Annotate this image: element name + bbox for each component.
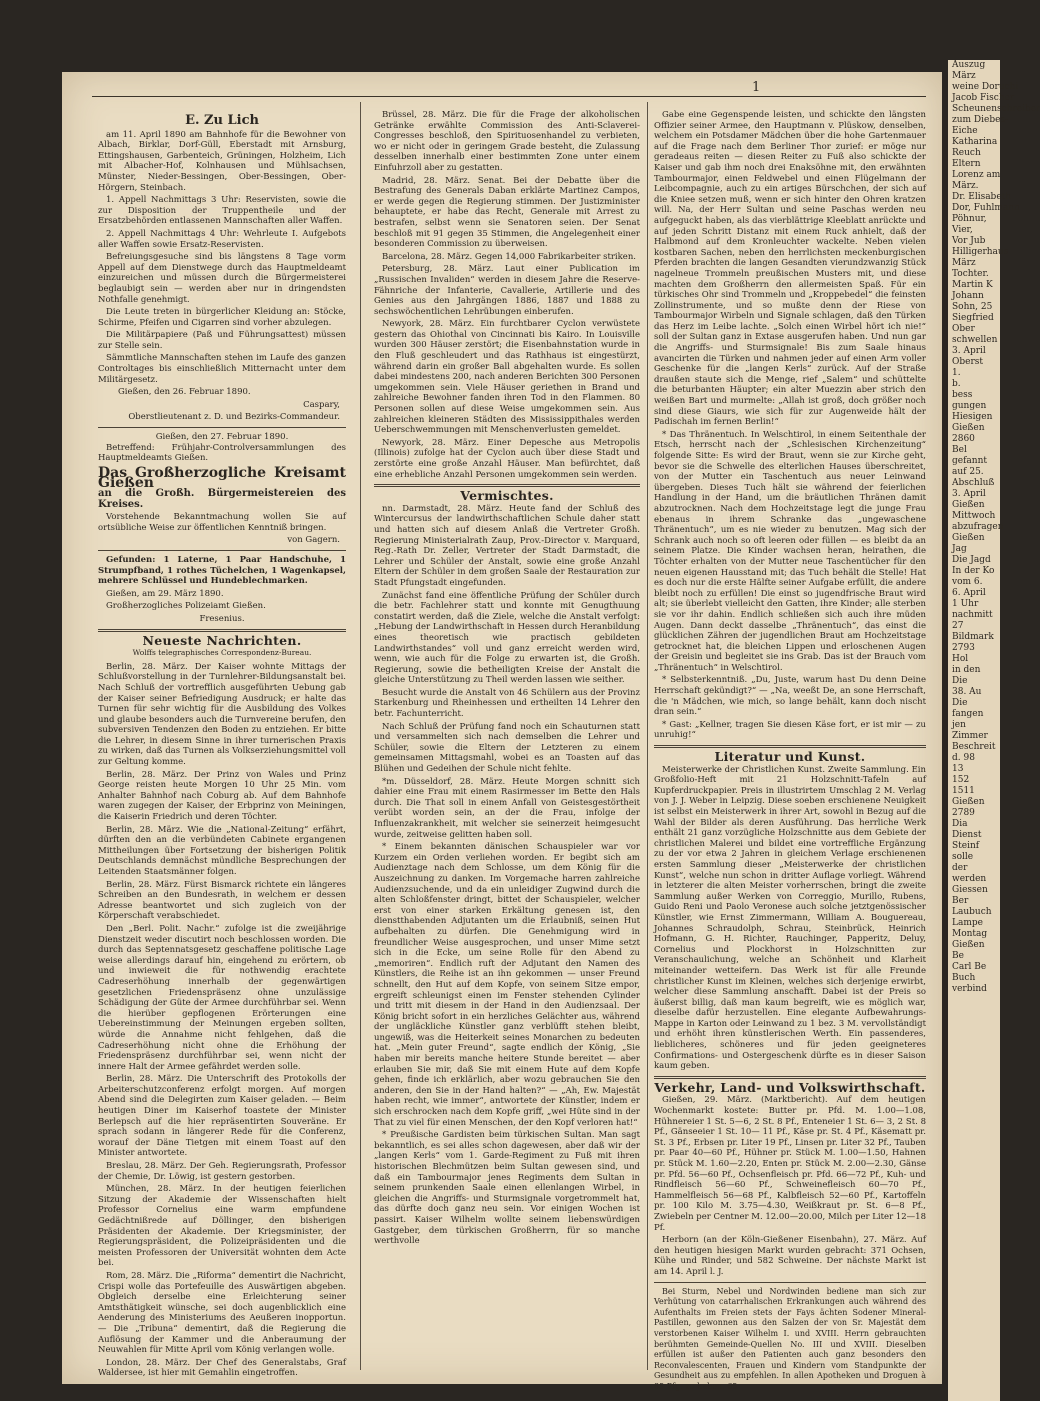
kreisamt-signature: von Gagern. (287, 535, 340, 546)
adjacent-page-fragment: gefannt (952, 456, 987, 466)
adjacent-page-fragment: Gießen (952, 940, 985, 950)
notice-paragraph: 2. Appell Nachmittags 4 Uhr: Wehrleute I. Aufgebots aller Waffen sowie Ersatz-Reservisten. (98, 228, 346, 250)
news-item: Den „Berl. Polit. Nachr.“ zufolge ist die zweijährige Dienstzeit weder discutirt noch beschlossen worden. Die durch das Septennatsgesetz geschaffene politische Lage weise allerdings darauf hin, eingehend zu erörtern, ob und inwieweit die für nothwendig erachtete Cadreserhöhung innerhalb der gegenwärtigen gesetzlichen Friedenspräsenz ohne unzulässige Schädigung der Güte der Armee durchführbar sei. Wenn die hierüber gepflogenen Erörterungen eine Uebereinstimmung der Meinungen ergeben sollten, würde die Annahme nicht fehlgehen, daß die Cadreserhöhung nicht ohne die Erhöhung der Friedenspräsenz durchführbar sei, wenn nicht der innere Halt der Armee gefährdet werden solle. (98, 923, 346, 1072)
notice-signature-title: Oberstlieutenant z. D. und Bezirks-Commandeur. (128, 412, 340, 423)
adjacent-page-fragment: Sohn, 25 (952, 302, 993, 312)
adjacent-page-fragment: 6. April (952, 588, 986, 598)
adjacent-page-fragment: Oberst (952, 357, 984, 367)
adjacent-page-fragment: nachmitt (952, 610, 993, 620)
adjacent-page-fragment: gungen (952, 401, 987, 411)
adjacent-page-fragment: Beschreit (952, 742, 996, 752)
adjacent-page-fragment: 1 Uhr (952, 599, 979, 609)
adjacent-page-fragment: Steinf (952, 841, 980, 851)
news-item: Berlin, 28. März. Der Prinz von Wales und Prinz George reisten heute Morgen 10 Uhr 25 Min. vom Anhalter Bahnhof nach Coburg ab. Auf dem Bahnhofe waren zugegen der Kaiser, der Erbprinz von Meiningen, die Kaiserin Friedrich und deren Töchter. (98, 769, 346, 823)
market-report: Herborn (an der Köln-Gießener Eisenbahn), 27. März. Auf den heutigen hiesigen Markt wurden gebracht: 371 Ochsen, Kühe und Rinder, und 582 Schweine. Der nächste Markt ist am 14. April l. J. (654, 1235, 926, 1277)
adjacent-page-fragment: 27 (952, 621, 964, 631)
market-report: Gießen, 29. März. (Marktbericht). Auf dem heutigen Wochenmarkt kostete: Butter pr. Pfd. M. 1.00—1.08, Hühnereier 1 St. 5—6, 2 St. 8 Pf., Enteneier 1 St. 6— 3, 2 St. 8 Pf., Gänseeier 1 St. 10— 11 Pf., Käse pr. St. 4 Pf., Käsematt pr. St. 3 Pf., Erbsen pr. Liter 19 Pf., Linsen pr. Liter 32 Pf., Tauben pr. Paar 40—60 Pf., Hühner pr. Stück M. 1.00—1.50, Hahnen pr. Stück M. 1.60—2.20, Enten pr. Stück M. 2.00—2.30, Gänse pr. Pfd. 56—60 Pf., Ochsenfleisch pr. Pfd. 66—72 Pf., Kuh- und Rindfleisch 56—60 Pf., Schweinefleisch 60—70 Pf., Hammelfleisch 56—68 Pf., Kalbfleisch 52—60 Pf., Kartoffeln pr. 100 Kilo M. 3.75—4.30, Weißkraut pr. St. 6—8 Pf., Zwiebeln per Centner M. 12.00—20.00, Milch per Liter 12—18 Pf. (654, 1095, 926, 1233)
divider (98, 427, 346, 428)
adjacent-page-fragment: schwellen (952, 335, 998, 345)
adjacent-page-fragment: 1511 (952, 786, 975, 796)
adjacent-page-fragment: Hilligerhaus (952, 247, 1009, 257)
adjacent-page-fragment: März (952, 258, 976, 268)
adjacent-page-fragment: zum Diebes- (952, 115, 1009, 125)
news-item: Newyork, 28. März. Einer Depesche aus Metropolis (Illinois) zufolge hat der Cyclon auch über diese Stadt und zerstörte eine große Anzahl Häuser. Man befürchtet, daß eine erhebliche Anzahl Personen umgekommen sein werden. (374, 437, 640, 480)
adjacent-page-fragment: Zimmer (952, 731, 988, 741)
adjacent-page-fragment: in den (952, 665, 981, 675)
adjacent-page-fragment: Jacob Fischer (952, 93, 1015, 103)
adjacent-page-fragment: Dr. Elisabeth (952, 192, 1012, 202)
adjacent-page-fragment: 2789 (952, 808, 975, 818)
adjacent-page-fragment: Johann (952, 291, 984, 301)
misc-item: nn. Darmstadt, 28. März. Heute fand der Schluß des Wintercursus der landwirthschaftlichen Schule daher statt und hatten sich auf diesem Anlaß die Vertreter Großh. Regierung Ministerialrath Zaup, Prov.-Director v. Marquard, Reg.-Rath Dr. Zeller, Vertreter der Stadt Darmstadt, die Lehrer und Schüler der Anstalt, sowie eine große Anzahl Eltern der Schüler in dem großen Saale der Restauration zur Stadt Pfungstadt eingefunden. (374, 503, 640, 588)
notice-paragraph: 1. Appell Nachmittags 3 Uhr: Reservisten, sowie die zur Disposition der Truppentheile und der Ersatzbehörden entlassenen Mannschaften aller Waffen. (98, 195, 346, 227)
header-rule (92, 96, 926, 97)
notice-date: Gießen, den 26. Februar 1890. (118, 387, 251, 398)
adjacent-page-fragment: d. 98 (952, 753, 975, 763)
divider (654, 1076, 926, 1079)
adjacent-page-fragment: 13 (952, 764, 964, 774)
news-item: Brüssel, 28. März. Die für die Frage der alkoholischen Getränke erwählte Commission des Anti-Sclaverei-Congresses beschloß, den Spirituosenhandel zu verbieten, wo er nicht oder in geringem Grade besteht, die Zulassung desselben innerhalb einer bestimmten Zone unter einem Einfuhrzoll aber zu gestatten. (374, 110, 640, 173)
kreisamt-title: Das Großherzogliche Kreisamt Gießen (98, 464, 346, 492)
adjacent-page-fragment: Gießen (952, 533, 985, 543)
adjacent-page-fragment: verbind (952, 984, 987, 994)
adjacent-page-fragment: Buch (952, 973, 976, 983)
news-item: Petersburg, 28. März. Laut einer Publication im „Russischen Invaliden“ werden in diesem Jahre die Reserve-Fähnriche der Infanterie, Cavallerie, Artillerie und des Genies aus den Jahrgängen 1886, 1887 und 1888 zu sechswöchentlichen Lehrübungen einberufen. (374, 264, 640, 317)
misc-item: *m. Düsseldorf, 28. März. Heute Morgen schnitt sich dahier eine Frau mit einem Rasirmesser im Bette den Hals durch. Die That soll in einem Anfall von Geistesgestörtheit verübt worden sein, an der die Frau, infolge der Influenzakrankheit, mit welcher sie seinerzeit heimgesucht wurde, zeitweise gelitten haben soll. (374, 776, 640, 840)
adjacent-page-fragment: der (952, 863, 968, 873)
news-section-title: Neueste Nachrichten. (142, 632, 302, 648)
news-item: London, 28. März. Der Chef des Generalstabs, Graf Waldersee, ist hier mit Gemahlin eingetroffen. (98, 1357, 346, 1379)
newspaper-page (62, 72, 942, 1391)
adjacent-page-fragment: Laubuch (952, 907, 992, 917)
adjacent-page-fragment: 3. April (952, 346, 986, 356)
notice-title: E. Zu Lich (185, 113, 259, 128)
adjacent-page-fragment: Ober (952, 324, 975, 334)
news-section-subtitle: Wolffs telegraphisches Correspondenz-Bureau. (132, 648, 312, 658)
adjacent-page-fragment: Die (952, 676, 968, 686)
adjacent-page-fragment: abzufragen (952, 522, 1004, 532)
misc-item: * Einem bekannten dänischen Schauspieler war vor Kurzem ein Orden verliehen worden. Er begibt sich am Audienztage nach dem Schlosse, um dem König für die Auszeichnung zu danken. Im Vorgemache harren zahlreiche Audienzsuchende, und da ein unleidiger Zugwind durch die alten Schloßfenster dringt, bittet der Schauspieler, welcher erst von einer starken Erkältung genesen ist, den dienstthabenden Adjutanten um die Erlaubniß, seinen Hut aufbehalten zu dürfen. Die Genehmigung wird in freundlicher Weise ausgesprochen, und unser Mime setzt sich in die Ecke, um seine Rolle für den Abend zu „memoriren“. Endlich ruft der Adjutant den Namen des Künstlers, die Reihe ist an ihn gekommen — unser Freund schnellt, den Hut auf dem Kopfe, von seinem Sitze empor, ergreift schleunigst einen im Fenster stehenden Cylinder und tritt mit diesem in der Hand in den Audienzsaal. Der König bricht sofort in ein herzliches Gelächter aus, während der ungläckliche Künstler ganz verblüfft stehen bleibt, ungewiß, was die Heiterkeit seines Monarchen zu bedeuten hat. „Mein guter Freund“, sagte endlich der König, „Sie haben mir bereits manche heitere Stunde bereitet — aber erlauben Sie mir, daß Sie mit einem Hute auf dem Kopfe gehen, finde ich erklärlich, aber wozu gebrauchen Sie den anderen, den Sie in der Hand halten?“ — „Ah, Ew. Majestät haben recht, wie immer“, antwortete der Künstler, indem er sich erschrocken nach dem Kopfe griff, „wei Hüte sind in der That zu viel für einen Menschen, der den Kopf verloren hat!“ (374, 842, 640, 1128)
adjacent-page-fragment: Martin K (952, 280, 993, 290)
adjacent-page-fragment: Die Jagd (952, 555, 991, 565)
adjacent-page-fragment: Vier, (952, 225, 973, 235)
misc-item: * Preußische Gardisten beim türkischen Sultan. Man sagt bekanntlich, es sei alles schon dagewesen, aber daß wir der „langen Kerls“ vom 1. Garde-Regiment zu Fuß mit ihren historischen Blechmützen beim Sultan gewesen sind, und daß ein Tambourmajor jenes Regiments dem Sultan in seinem prunkenden Saale einen ellenlangen Wirbel, in gleichen die Angriffs- und Sturmsignale vorgetrommelt hat, das dürfte doch ganz neu sein. Vor einigen Wochen ist passirt. Kaiser Wilhelm wollte seinem liebenswürdigen Gastgeber, dem türkischen Großherrn, für so manche werthvolle (374, 1130, 640, 1247)
misc-item: * Selbsterkenntniß. „Du, Juste, warum hast Du denn Deine Herrschaft gekündigt?“ — „Na, weeßt De, an sone Herrschaft, die 'n Mädchen, wie mich, so lange behält, kann doch nischt dran sein.“ (654, 675, 926, 718)
divider (654, 1282, 926, 1283)
adjacent-page-fragment: Pöhnur, (952, 214, 987, 224)
divider (654, 745, 926, 748)
adjacent-page-fragment: werden (952, 874, 987, 884)
news-item: Berlin, 28. März. Wie die „National-Zeitung“ erfährt, dürften den an die verbündeten Cabinete ergangenen Mittheilungen über Fortsetzung der bisherigen Politik Deutschlands demnächst mündliche Besprechungen der Leitenden Staatsmänner folgen. (98, 824, 346, 877)
divider (98, 629, 346, 632)
adjacent-page-fragment: Montag (952, 929, 988, 939)
column-1 (98, 110, 346, 1379)
divider (374, 484, 640, 487)
notice-paragraph: Befreiungsgesuche sind bis längstens 8 Tage vorm Appell auf dem Dienstwege durch das Hauptmeldeamt einzureichen und müssen durch die Bürgermeisterei beglaubigt sein — werden aber nur in dringendsten Nothfalle genehmigt. (98, 252, 346, 305)
adjacent-page-fragment: Ber (952, 896, 969, 906)
column-2 (374, 110, 640, 1368)
misc-item: * Das Thränentuch. In Welschtirol, in einem Seitenthale der Etsch, herrscht nach der „Schlesischen Kirchenzeitung“ folgende Sitte: Es wird der Braut, wenn sie zur Kirche geht, bevor sie die Schwelle des elterlichen Hauses überschreitet, von der Mutter ein Taschentuch aus neuer Leinwand übergeben. Dieses Tuch hält sie während der feierlichen Handlung in der Hand, um die bräutlichen Thränen damit abzutrocknen. Nach dem Hochzeitstage legt die junge Frau ebenaus in ihrem Schranke das „ungewaschene Thränentuch“, um es nie wieder zu benutzen. Mag sich der Schrank auch noch so oft leeren oder füllen — es bleibt da an seinem Platze. Die Kinder wachsen heran, heirathen, die Töchter erhalten von der Mutter neue Taschentücher für den neuen eigenen Hausstand mit; das Tuch behält die Stelle! Hat es doch nur die erste Hälfte seiner Aufgabe erfüllt, die andere bleibt noch zu erfüllen! Die einst so jugendfrische Braut wird alt; sie überlebt vielleicht den Gatten, ihre Kinder; alle sterben sie vor ihr dahin. Endlich schließen sich auch ihre müden Augen. Dann deckt dasselbe „Thränentuch“, das einst die glücklichen Zähren der jugendlichen Braut am Hochzeitstage getrocknet hat, die bleichen Lippen und erloschenen Augen der Greisin und begleitet sie ins Grab. Das ist der Brauch vom „Thränentuch“ in Welschtirol. (654, 429, 926, 673)
adjacent-page-fragment: solle (952, 852, 974, 862)
adjacent-page-fragment: b. (952, 379, 961, 389)
adjacent-page-fragment: Abschluß (952, 478, 995, 488)
adjacent-page-fragment: 3. April (952, 489, 986, 499)
adjacent-page-fragment: Eltern (952, 159, 981, 169)
adjacent-page-fragment: Carl Be (952, 962, 987, 972)
adjacent-page-fragment: Lorenz am (952, 170, 1001, 180)
news-item: Rom, 28. März. Die „Riforma“ dementirt die Nachricht, Crispi wolle das Portefeuille des Auswärtigen abgeben. Obgleich derselbe eine Erleichterung seiner Amtsthätigkeit wünsche, sei doch augenblicklich eine Aenderung des Ministeriums des Aeußeren inopportun. — Die „Tribuna“ dementirt, daß die Regierung die Auflösung der Kammer und die Anberaumung der Neuwahlen für Mitte April vom König verlangen wolle. (98, 1270, 346, 1356)
adjacent-page-fragment: Hiesigen (952, 412, 993, 422)
adjacent-page-fragment: Hol (952, 654, 969, 664)
economy-section-title: Verkehr, Land- und Volkswirthschaft. (654, 1079, 926, 1095)
literature-text: Meisterwerke der Christlichen Kunst. Zweite Sammlung. Ein Großfolio-Heft mit 21 Holzschnitt-Tafeln auf Kupferdruckpapier. Preis in illustrirtem Umschlag 2 M. Verlag von J. J. Weber in Leipzig. Diese soeben erschienene Neuigkeit ist selbst ein Meisterwerk in ihrer Art, sowohl in Bezug auf die Wahl der Bilder als deren Ausführung. Das herrliche Werk enthält 21 ganz vorzügliche Holzschnitte aus dem Gebiete der christlichen Malerei und bildet eine vortreffliche Ergänzung zu der vor etwa 2 Jahren in gleichem Verlage erschienenen ersten Sammlung dieser „Meisterwerke der christlichen Kunst“, welche nun schon in dritter Auflage vorliegt. Während in letzterer die alten Meister vorherrschen, bringt die zweite Sammlung außer Werken von Correggio, Murillo, Rubens, Guido Reni und Paolo Veronese auch solche jetztgenössischer Künstler, wie Ernst Zimmermann, William A. Bouguereau, Johannes Schraudolph, Schrau, Steinbrück, Heinrich Hofmann, G. H. Richter, Rauchinger, Papperitz, Deluy, Cornelius und Plockhorst in Holzschnitten zur Veranschaulichung, welche an Schönheit und Klarheit miteinander wetteifern. Das Werk ist für alle Freunde christlicher Kunst im Kleinen, welches sich derjenige erwirbt, welcher diese Sammlung anschafft. Dabei ist der Preis so äußerst billig, daß man kaum begreift, wie es möglich war, dieselbe dafür herzustellen. Eine elegante Aufbewahrungs-Mappe in Karton oder Leinwand zu 1 bez. 3 M. vervollständigt und erhöht ihren künstlerischen Werth. Ein passenderes, lieblicheres, schöneres und für jeden geeigneteres Confirmations- und Ostergeschenk dürfte es in dieser Saison kaum geben. (654, 764, 926, 1072)
adjacent-page-fragment: 38. Au (952, 687, 982, 697)
divider (98, 550, 346, 551)
adjacent-page-fragment: fangen (952, 709, 984, 719)
adjacent-page-fragment: Katharina (952, 137, 998, 147)
adjacent-page-fragment: Dienst (952, 830, 982, 840)
adjacent-page-fragment: 2860 (952, 434, 975, 444)
adjacent-page-edge (948, 60, 1040, 1401)
adjacent-page-fragment: Gießen (952, 797, 985, 807)
adjacent-page-fragment: März. (952, 181, 979, 191)
adjacent-page-fragment: Lampe (952, 918, 983, 928)
found-items-signature: Fresenius. (199, 613, 245, 624)
decree-date: Gießen, den 27. Februar 1890. (155, 432, 289, 443)
kreisamt-text: Vorstehende Bekanntmachung wollen Sie auf ortsübliche Weise zur öffentlichen Kenntniß bringen. (98, 512, 346, 533)
misc-section-title: Vermischtes. (460, 488, 554, 504)
decree-subject: Betreffend: Frühjahr-Controlversammlungen des Hauptmeldeamts Gießen. (98, 442, 346, 464)
news-item: Breslau, 28. März. Der Geh. Regierungsrath, Professor der Chemie, Dr. Löwig, ist gestern gestorben. (98, 1161, 346, 1182)
adjacent-page-fragment: 2793 (952, 643, 975, 653)
adjacent-page-fragment: Die (952, 698, 968, 708)
notice-paragraph: Die Militärpapiere (Paß und Führungsattest) müssen zur Stelle sein. (98, 330, 346, 351)
column-divider (647, 102, 648, 1370)
literature-section-title: Literatur und Kunst. (714, 749, 866, 765)
adjacent-page-fragment: 1. (952, 368, 961, 378)
adjacent-page-fragment: Gießen (952, 500, 985, 510)
adjacent-page-fragment: In der Ko (952, 566, 995, 576)
adjacent-page-fragment: Giessen (952, 885, 988, 895)
adjacent-page-fragment: Gießen (952, 423, 985, 433)
adjacent-page-fragment: weine Doruchi (952, 82, 1019, 92)
adjacent-page-fragment: Be (952, 951, 964, 961)
notice-signature: Caspary, (303, 399, 340, 410)
news-item: Barcelona, 28. März. Gegen 14,000 Fabrikarbeiter striken. (382, 251, 637, 262)
adjacent-page-fragment: 152 (952, 775, 970, 785)
adjacent-page-fragment: Tochter. (952, 269, 989, 279)
adjacent-page-fragment: Bildmark (952, 632, 994, 642)
notice-paragraph: am 11. April 1890 am Bahnhofe für die Bewohner von Albach, Birklar, Dorf-Güll, Eberstadt mit Arnsburg, Ettingshausen, Garbenteich, Grüningen, Holzheim, Lich mit Albacher-Hof, Kolnhausen und Mühlsachsen, Münster, Nieder-Bessingen, Ober-Bessingen, Ober-Hörgern, Steinbach. (98, 129, 346, 193)
news-item: München, 28. März. In der heutigen feierlichen Sitzung der Akademie der Wissenschaften hielt Professor Cornelius eine warm empfundene Gedächtnißrede auf Döllinger, den bisherigen Präsidenten der Akademie. Der Kriegsminister, der Regierungspräsident, die Polizeipräsidenten und die meisten Professoren der Universität wohnten dem Acte bei. (98, 1184, 346, 1269)
found-items-text: Gefunden: 1 Laterne, 1 Paar Handschuhe, 1 Strumpfband, 1 rothes Tüchelchen, 1 Wagenkapsel, mehrere Schlüssel und Hundeblechmarken. (98, 554, 346, 587)
misc-item: * Gast: „Kellner, tragen Sie diesen Käse fort, er ist mir — zu unruhig!“ (654, 719, 926, 741)
misc-item: Besucht wurde die Anstalt von 46 Schülern aus der Provinz Starkenburg und Rheinhessen und ertheilten 14 Lehrer den betr. Fachunterricht. (374, 687, 640, 720)
adjacent-page-fragment: auf 25. (952, 467, 984, 477)
adjacent-page-fragment: Scheunenschreiber (952, 104, 1040, 114)
column-3 (654, 110, 926, 1391)
adjacent-page-fragment: Bel (952, 445, 967, 455)
column-divider (360, 102, 361, 1370)
misc-item: Zunächst fand eine öffentliche Prüfung der Schüler durch die betr. Fachlehrer statt und konnte mit Genugthuung constatirt werden, daß die Ziele, welche die Anstalt verfolgt: „Hebung der Landwirthschaft in Hessen durch Heranbildung eines theoretisch wie practisch gebildeten Landwirthstandes“ voll und ganz erreicht werden wird, wenn, wie auch für die Folge zu erwarten ist, die Großh. Regierung, sowie die betheiligten Kreise der Anstalt die gleiche Unterstützung zu Theil werden lassen wie seither. (374, 590, 640, 686)
adjacent-page-fragment: bess (952, 390, 973, 400)
notice-paragraph: Die Leute treten in bürgerlicher Kleidung an: Stöcke, Schirme, Pfeifen und Cigarren sind vorher abzulegen. (98, 307, 346, 328)
adjacent-page-fragment: Auszug (952, 60, 986, 70)
adjacent-page-fragment: jen (952, 720, 966, 730)
page-number: 1 (752, 80, 761, 95)
adjacent-page-fragment: Jag (952, 544, 967, 554)
news-item: Berlin, 28. März. Fürst Bismarck richtete ein längeres Schreiben an den Bundesrath, in welchem er dessen Adresse beantwortet und sich zugleich von der Körperschaft verabschiedet. (98, 879, 346, 922)
news-item: Berlin, 28. März. Die Unterschrift des Protokolls der Arbeiterschutzconferenz erfolgt morgen. Auf morgen Abend sind die Delegirten zum Kaiser geladen. — Beim heutigen Diner im Kaiserhof toastete der Minister Berlepsch auf die hier repräsentirten Souveräne. Er sprach sodann in längerer Rede für die Conferenz, worauf der Däne Tietgen mit einem Toast auf den Minister antwortete. (98, 1074, 346, 1159)
adjacent-page-fragment: März (952, 71, 976, 81)
news-item: Newyork, 28. März. Ein furchtbarer Cyclon verwüstete gestern das Ohiothal von Cincinnati bis Kairo. In Louisville wurden 300 Häuser zerstört; die Eisenbahnstation wurde in den Fluß geschleudert und das Rathhaus ist eingestürzt, während darin ein großer Ball abgehalten wurde. Es sollen dabei mindestens 200, nach anderen Berichten 300 Personen umgekommen sein. Viele Häuser geriethen in Brand und zahlreiche Bewohner fanden ihren Tod in den Flammen. 80 Personen sollen auf diese Weise umgekommen sein. Aus zahlreichen kleineren Städten des Mississippithales werden Ueberschwemmungen mit Menschenverlusten gemeldet. (374, 319, 640, 436)
news-item: Madrid, 28. März. Senat. Bei der Debatte über die Bestrafung des Generals Daban erklärte Martinez Campos, er werde gegen die Regierung stimmen. Der Justizminister behauptete, er habe das Recht, Generale mit Arrest zu bestrafen, selbst wenn sie Senatoren seien. Der Senat beschloß mit 91 gegen 35 Stimmen, die Angelegenheit einer besonderen Commission zu überweisen. (374, 175, 640, 250)
notice-paragraph: Sämmtliche Mannschaften stehen im Laufe des ganzen Controltages bis einschließlich Mitternacht unter dem Militärgesetz. (98, 353, 346, 385)
adjacent-page-fragment: Eiche (952, 126, 978, 136)
kreisamt-subtitle: an die Großh. Bürgermeistereien des Kreises. (98, 488, 346, 510)
adjacent-page-fragment: Dia (952, 819, 968, 829)
misc-item: Nach Schluß der Prüfung fand noch ein Schauturnen statt und versammelten sich nach demselben die Lehrer und Schüler, sowie die Eltern der Letzteren zu einem gemeinsamen Mittagsmahl, wobei es an Toasten auf das Blühen und Gedeihen der Schule nicht fehlte. (374, 721, 640, 775)
found-items-org: Großherzogliches Polizeiamt Gießen. (106, 601, 266, 612)
misc-item: Gabe eine Gegenspende leisten, und schickte den längsten Offizier seiner Armee, den Hauptmann v. Plüskow, denselben, welchem ein Potsdamer Mädchen über die hohe Gartenmauer auf die Frage nach dem Berliner Thor zurief: er möge nur geradeaus reiten — diesen Reiter zu Fuß also schickte der Kaiser und gab ihm noch drei Enaksöhne mit, den erwähnten Tambourmajor, einen Feldwebel und einen Flügelmann der Leibcompagnie, auch zu ein artiges Bürschchen, der sich auf die Kniee setzen muß, wenn er sich hinter den Ohren kratzen will. Na, der Herr Sultan und seine Paschas werden neu aufgeguckt haben, als das vierblättrige Kleeblatt anrückte und auf jeden Schritt Distanz mit einem Ruck anhielt, daß der Halbmond auf dem Kronleuchter wackelte. Neben vielen kostbaren Sachen, neben den herrlichsten meckenburgischen Pferden brachten die langen Gesandten vierundzwanzig Stück nagelneue Trommeln preußischen Musters mit, und diese machten dem Großherrn den allermeisten Spaß. Für ein türkisches Ohr sind Trommeln und „Kroppebedel“ die feinsten Zollinstrumente, und so mußte denn der Riese von Tambourmajor Wirbeln und Signale schlagen, daß den Türken das Herz im Leibe lachte. „Solch einen Wirbel hört ich nie!“ soll der Sultan ganz in Extase ausgerufen haben. Und nun gar die Angriffs- und Sturmsignale! Bis zum Saale hinaus avancirten die Türken und nahmen jeder auf einen Arm voller Geschenke für die „langen Kerls“ zurück. Auf der Straße draußen staute sich die Menge, rief „Salem“ und schüttelte die beturbanten Häupter; ein alter Muezzin aber strich den weißen Bart und murmelte: „Allah ist groß, doch größer noch sind diese Giaurs, wie sich für zur Augenweide hält der Padischah im fernen Berlin!“ (654, 110, 926, 428)
adjacent-page-fragment: Reuch (952, 148, 981, 158)
adjacent-page-fragment: vom 6. (952, 577, 983, 587)
found-items-date: Gießen, am 29. März 1890. (106, 588, 224, 599)
adjacent-page-fragment: Dor, Fuhlmann (952, 203, 1020, 213)
adjacent-page-fragment: Siegfried (952, 313, 994, 323)
adjacent-page-fragment: Mittwoch (952, 511, 996, 521)
advertisement: Bei Sturm, Nebel und Nordwinden bediene man sich zur Verhütung von catarrhalischen Erkrankungen auch während des Aufenthalts im Freien stets der Fays ächten Sodener Mineral-Pastillen, gewonnen aus den Salzen der von Sr. Majestät dem verstorbenen Kaiser Wilhelm I. und XVIII. Herrn gebrauchten berühmten Gemeinde-Quellen No. III und XVIII. Dieselben erfüllen ist außer den Patienten auch ganz besonders den Reconvalescenten, Frauen und Kindern vom Standpunkte der Gesundheit aus zu empfehlen. In allen Apotheken und Droguen à 85 Pfg. zu haben. 65 (654, 1286, 926, 1391)
news-item: Berlin, 28. März. Der Kaiser wohnte Mittags der Schlußvorstellung in der Turnlehrer-Bildungsanstalt bei. Nach Schluß der vortrefflich ausgeführten Uebung gab der Kaiser seiner Befriedigung Ausdruck; er halte das Turnen für sehr wichtig für die Ausbildung des Volkes und glaube besonders auch die Turnvereine berufen, den subversiven Tendenzen den Boden zu entziehen. Er bitte die Lehrer, in diesem Sinne in ihrer turnerischen Praxis zu wirken, daß das Turnen als Volkserziehungsmittel voll zur Geltung komme. (98, 661, 346, 768)
adjacent-page-fragment: Vor Jub (952, 236, 986, 246)
